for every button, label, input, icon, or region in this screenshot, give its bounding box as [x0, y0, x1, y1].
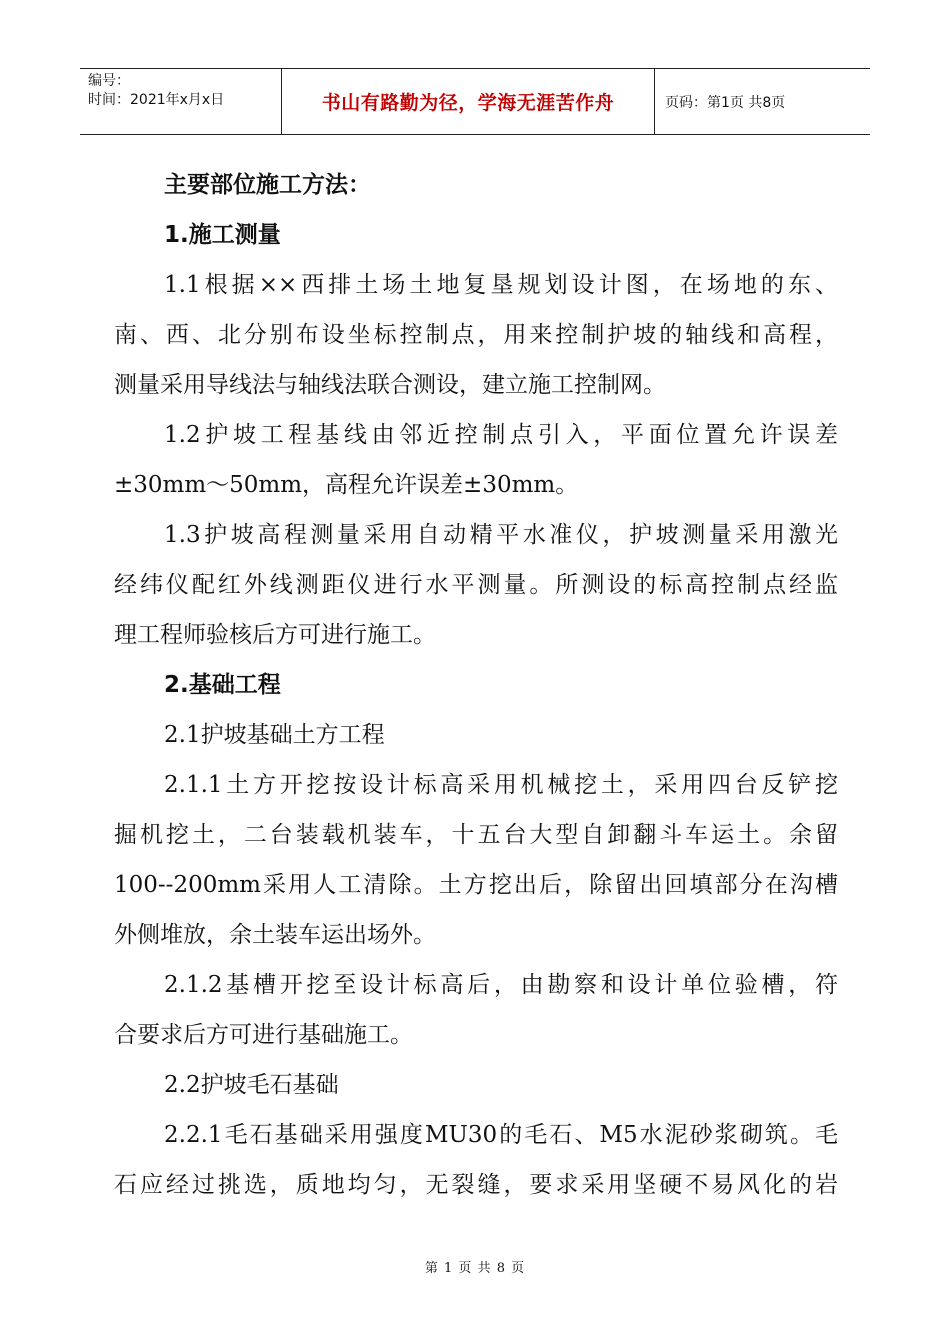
paragraph-line: 合要求后方可进行基础施工。 [114, 1022, 413, 1048]
paragraph-line: 理工程师验核后方可进行施工。 [114, 622, 436, 648]
document-time-label: 时间：2021年x月x日 [88, 92, 225, 108]
paragraph-line: 2.1.1土方开挖按设计标高采用机械挖土，采用四台反铲挖 [164, 772, 838, 798]
paragraph-line: 100--200mm采用人工清除。土方挖出后，除留出回填部分在沟槽 [114, 872, 838, 898]
header-motto: 书山有路勤为径，学海无涯苦作舟 [282, 69, 655, 134]
subsection-heading: 2.1护坡基础土方工程 [164, 722, 385, 748]
paragraph-line: 石应经过挑选，质地均匀，无裂缝，要求采用坚硬不易风化的岩 [114, 1172, 838, 1198]
paragraph-line: 外侧堆放，余土装车运出场外。 [114, 922, 436, 948]
header-meta [80, 69, 282, 134]
paragraph-line: 经纬仪配红外线测距仪进行水平测量。所测设的标高控制点经监 [114, 572, 838, 598]
page-header [80, 68, 870, 135]
section-heading-1: 1.施工测量 [164, 222, 281, 248]
paragraph-line: 2.2.1毛石基础采用强度MU30的毛石、M5水泥砂浆砌筑。毛 [164, 1122, 838, 1148]
paragraph-line: 2.1.2基槽开挖至设计标高后，由勘察和设计单位验槽，符 [164, 972, 838, 998]
paragraph-line: 1.1根据××西排土场土地复垦规划设计图，在场地的东、 [164, 272, 838, 298]
paragraph-line: 掘机挖土，二台装载机装车，十五台大型自卸翻斗车运土。余留 [114, 822, 838, 848]
section-heading-2: 2.基础工程 [164, 672, 281, 698]
document-number-label: 编号： [88, 73, 130, 89]
page-footer: 第 1 页 共 8 页 [424, 1261, 526, 1276]
section-heading: 主要部位施工方法： [164, 172, 371, 198]
paragraph-line: ±30mm～50mm，高程允许误差±30mm。 [114, 472, 579, 498]
paragraph-line: 1.3护坡高程测量采用自动精平水准仪，护坡测量采用激光 [164, 522, 838, 548]
paragraph-line: 1.2护坡工程基线由邻近控制点引入，平面位置允许误差 [164, 422, 838, 448]
paragraph-line: 南、西、北分别布设坐标控制点，用来控制护坡的轴线和高程， [114, 322, 838, 348]
header-page-label: 页码：第1页 共8页 [665, 94, 786, 111]
subsection-heading: 2.2护坡毛石基础 [164, 1072, 339, 1098]
paragraph-line: 测量采用导线法与轴线法联合测设，建立施工控制网。 [114, 372, 666, 398]
